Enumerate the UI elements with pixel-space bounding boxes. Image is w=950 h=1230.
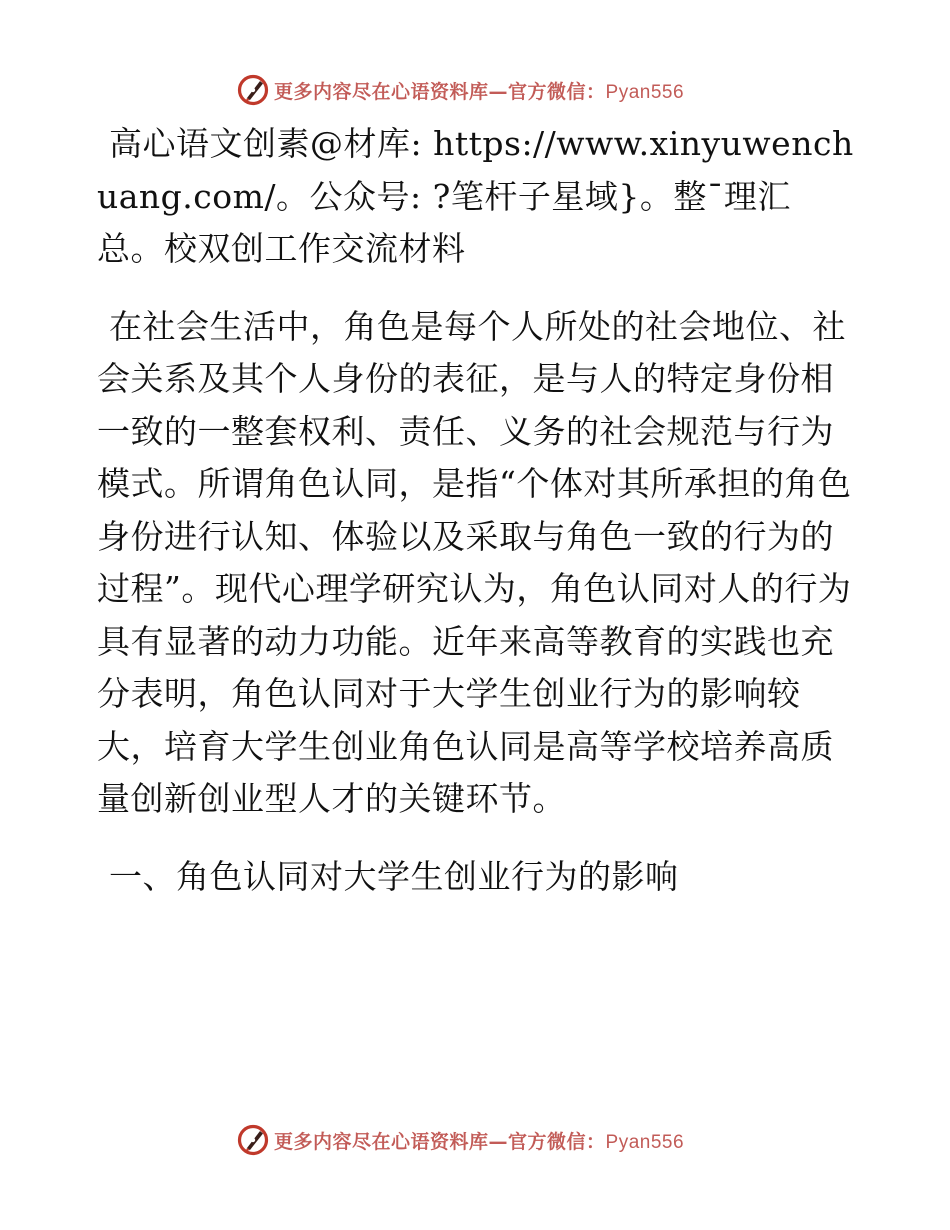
source-line: 高心语文创素@材库: https://www.xinyuwenchuang.com/。公众号: ?笔杆子星域}。整¯理汇总。校双创工作交流材料 bbox=[97, 124, 854, 268]
document-body bbox=[97, 118, 857, 903]
page-footer-banner bbox=[236, 1122, 684, 1158]
page-header-banner bbox=[236, 72, 684, 108]
pen-seal-logo-icon bbox=[236, 1123, 270, 1157]
footer-wechat-id: Pyan556 bbox=[605, 1131, 685, 1153]
paragraph-1: 在社会生活中，角色是每个人所处的社会地位、社会关系及其个人身份的表征，是与人的特定身份相一致的一整套权利、责任、义务的社会规范与行为模式。所谓角色认同，是指“个体对其所承担的角色身份进行认知、体验以及采取与角色一致的行为的过程”。现代心理学研究认为，角色认同对人的行为具有显著的动力功能。近年来高等教育的实践也充分表明，角色认同对于大学生创业行为的影响较大，培育大学生创业角色认同是高等学校培养高质量创新创业型人才的关键环节。 bbox=[97, 306, 852, 818]
section-heading: 一、角色认同对大学生创业行为的影响 bbox=[109, 856, 679, 896]
header-banner-text: 更多内容尽在心语资料库—官方微信：Pyan556 bbox=[274, 80, 685, 103]
footer-banner-text: 更多内容尽在心语资料库—官方微信：Pyan556 bbox=[274, 1130, 685, 1153]
header-wechat-id: Pyan556 bbox=[605, 81, 685, 103]
pen-seal-logo-icon bbox=[236, 73, 270, 107]
